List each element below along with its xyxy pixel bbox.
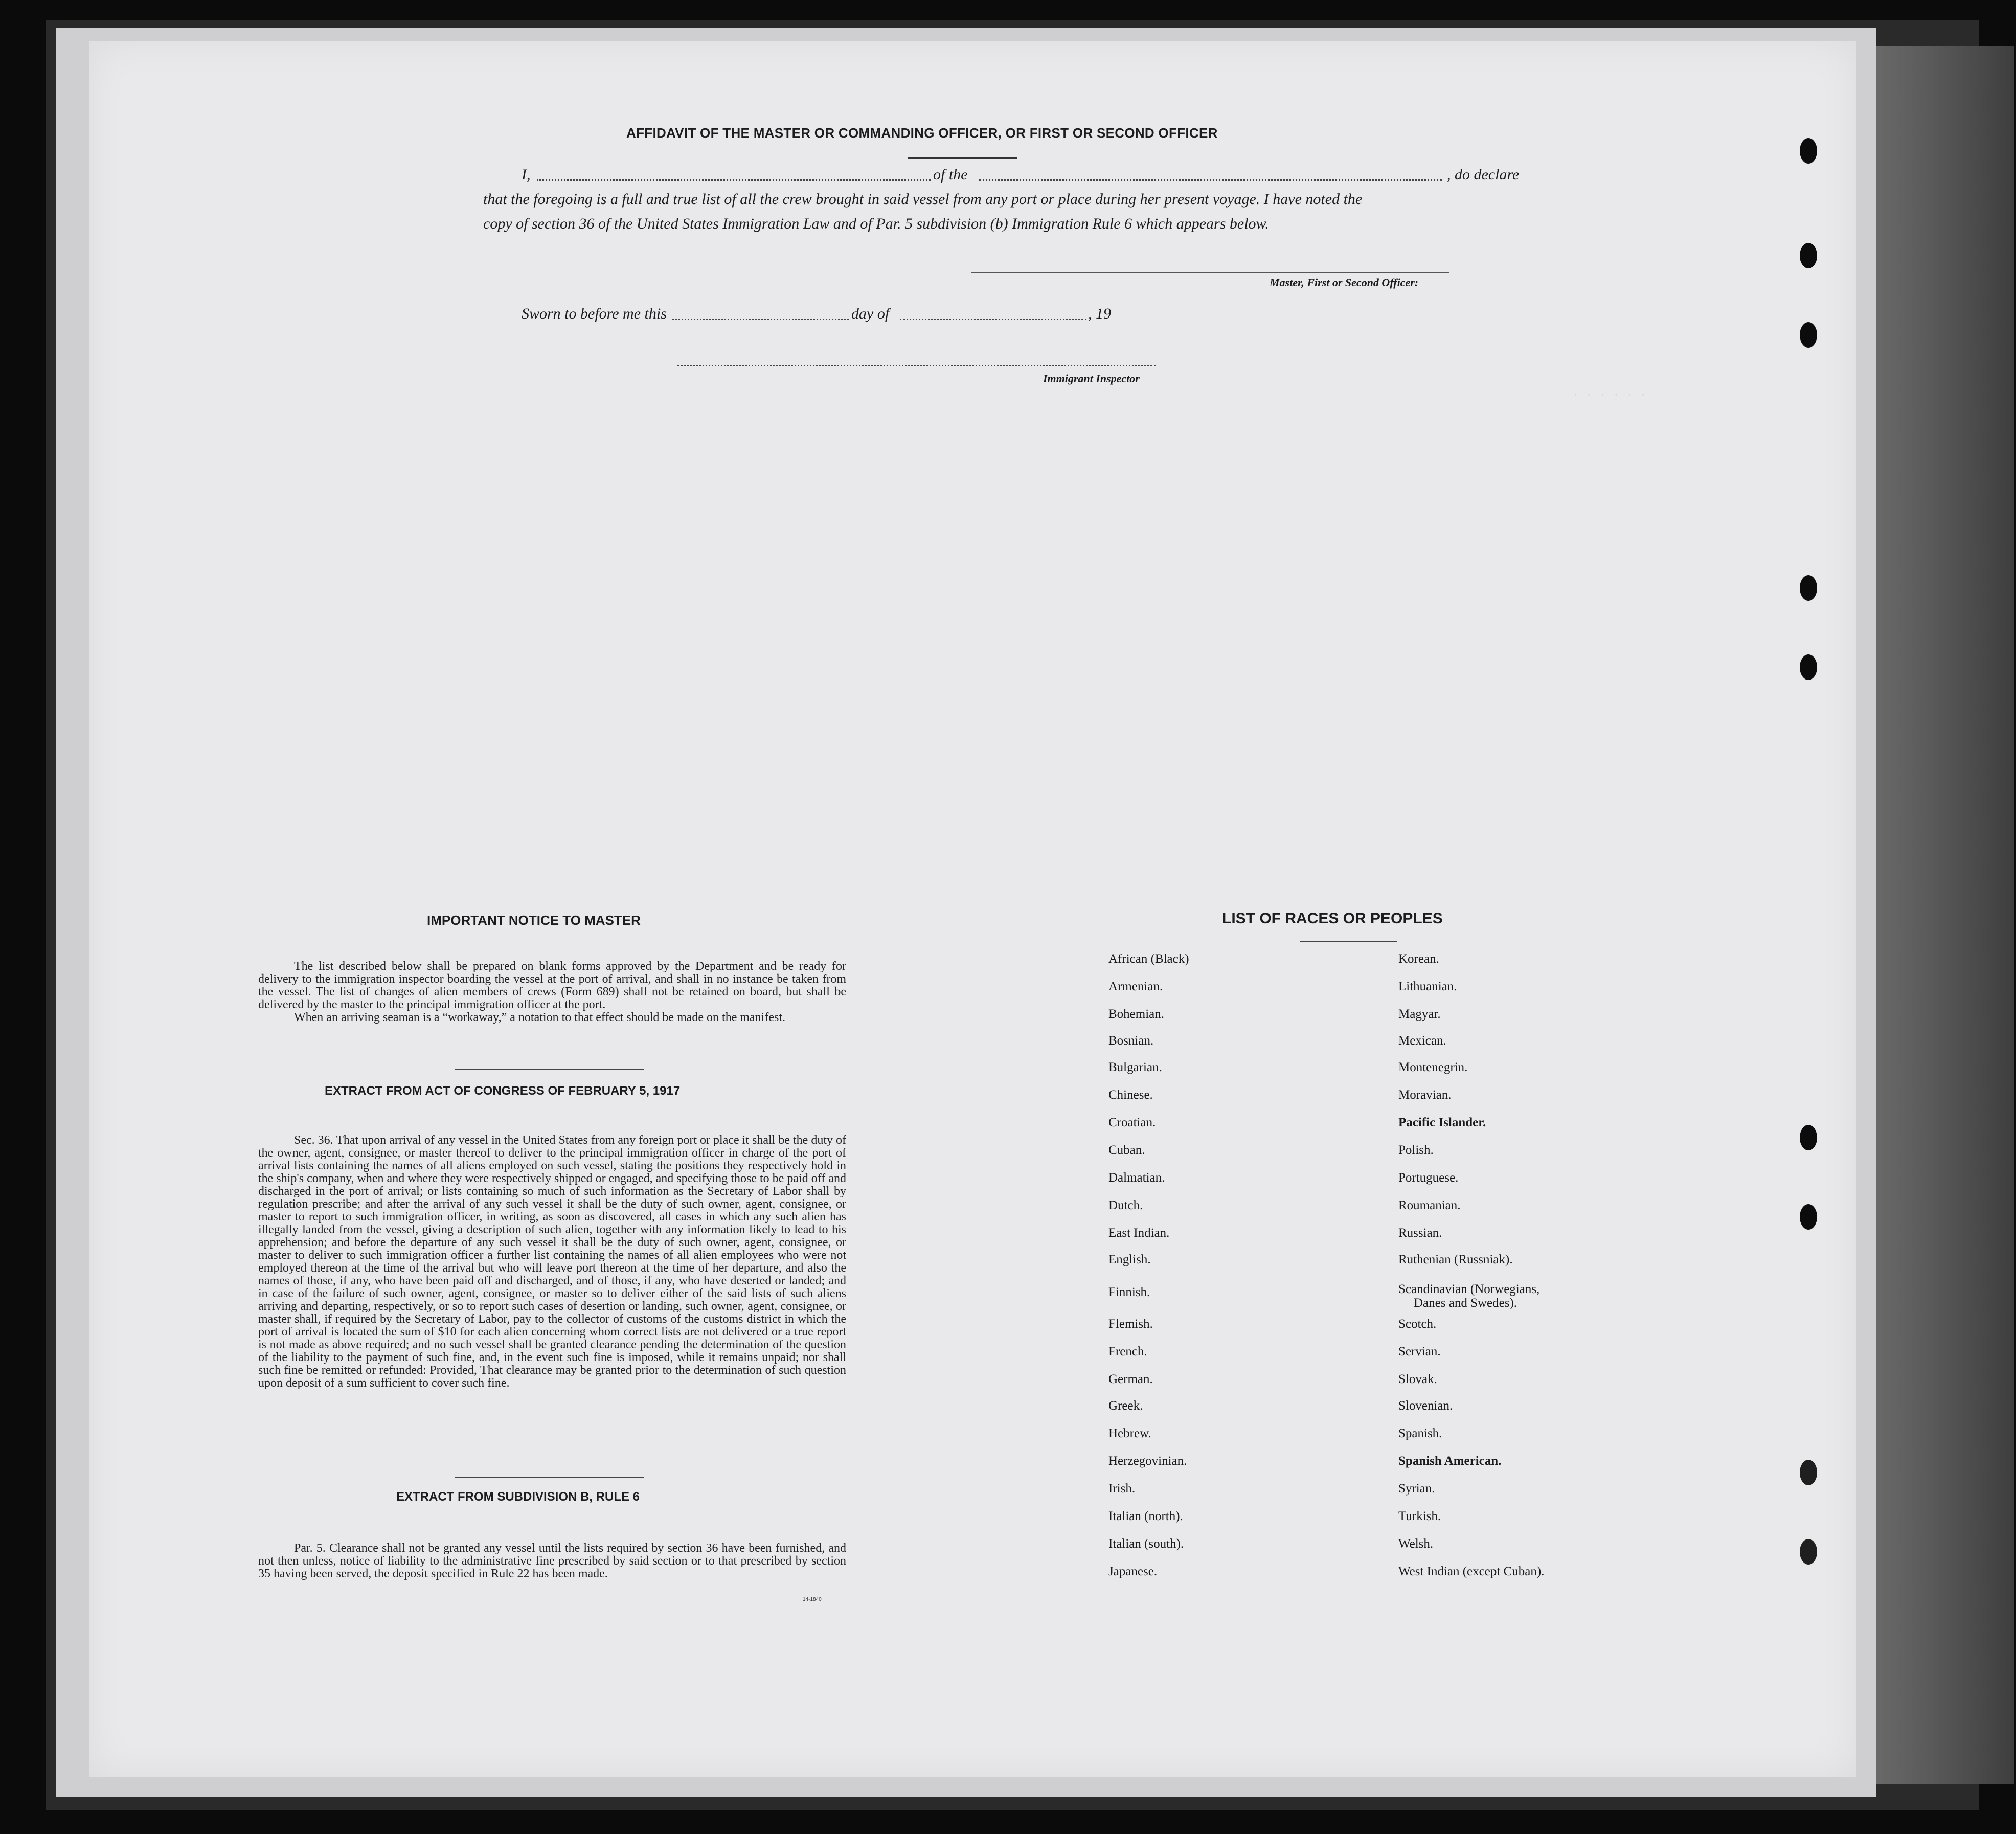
notice-body xyxy=(258,960,846,1024)
declarant-name-field[interactable] xyxy=(537,179,931,181)
race-item: African (Black) xyxy=(1108,952,1189,966)
sworn-line xyxy=(522,305,1135,326)
race-item: Dalmatian. xyxy=(1108,1171,1165,1185)
race-item: Flemish. xyxy=(1108,1317,1153,1331)
section-rule-1 xyxy=(455,1069,644,1070)
race-item: Bosnian. xyxy=(1108,1034,1154,1048)
race-item: East Indian. xyxy=(1108,1226,1170,1240)
race-item: Herzegovinian. xyxy=(1108,1454,1187,1468)
race-item: English. xyxy=(1108,1253,1151,1266)
race-item: Cuban. xyxy=(1108,1143,1145,1157)
notice-paragraph-1: The list described below shall be prepared on blank forms approved by the Department and be ready for delivery to the immigration inspector boarding the vessel at the port of arrival, and shall in no instance be taken from the vessel. The list of changes of alien members of crews (Form 689) shall not be retained on board, but shall be delivered by the master to the principal immigration officer at the port. xyxy=(258,960,846,1011)
declarant-label: I, xyxy=(522,166,531,183)
race-item: Mexican. xyxy=(1398,1034,1446,1048)
race-item: Japanese. xyxy=(1108,1565,1158,1578)
notice-title: IMPORTANT NOTICE TO MASTER xyxy=(427,913,641,928)
form-number: 14-1840 xyxy=(803,1597,822,1602)
race-item: Magyar. xyxy=(1398,1007,1441,1021)
sworn-day-field[interactable] xyxy=(672,319,849,320)
race-item: French. xyxy=(1108,1345,1147,1358)
binder-edge xyxy=(1861,46,2014,1784)
master-signature-label: Master, First or Second Officer: xyxy=(1270,276,1419,289)
race-item: Moravian. xyxy=(1398,1088,1452,1102)
affidavit-line-1 xyxy=(522,166,1539,187)
paragraph-5-text: Par. 5. Clearance shall not be granted any vessel until the lists required by section 36 have been furnished, and not then unless, notice of liability to the administrative fine prescribed by said section or to that prescribed by section 35 having been served, the deposit specified in Rule 22 has been made. xyxy=(258,1542,846,1580)
races-title-rule xyxy=(1300,941,1397,942)
race-item: Montenegrin. xyxy=(1398,1060,1468,1074)
race-item: Ruthenian (Russniak). xyxy=(1398,1253,1513,1266)
race-item: Servian. xyxy=(1398,1345,1441,1358)
race-item: Slovak. xyxy=(1398,1372,1437,1386)
race-item: Armenian. xyxy=(1108,980,1163,993)
race-item: Chinese. xyxy=(1108,1088,1153,1102)
binder-hole xyxy=(1800,1539,1817,1565)
day-of-label: day of xyxy=(851,305,890,322)
race-item: Spanish. xyxy=(1398,1427,1442,1440)
declare-text: , do declare xyxy=(1447,166,1520,183)
race-item: Welsh. xyxy=(1398,1537,1434,1551)
race-item: Scotch. xyxy=(1398,1317,1437,1331)
binder-hole xyxy=(1800,654,1817,680)
race-item: Italian (north). xyxy=(1108,1509,1183,1523)
race-item: Dutch. xyxy=(1108,1198,1143,1212)
binder-hole xyxy=(1800,1125,1817,1150)
section-rule-2 xyxy=(455,1477,644,1478)
extract-act-title: EXTRACT FROM ACT OF CONGRESS OF FEBRUARY 5, 1917 xyxy=(325,1084,681,1098)
race-item: Roumanian. xyxy=(1398,1198,1461,1212)
manifest-page xyxy=(89,41,1856,1777)
race-item: Polish. xyxy=(1398,1143,1434,1157)
binder-hole xyxy=(1800,1204,1817,1230)
race-item: West Indian (except Cuban). xyxy=(1398,1565,1545,1578)
inspector-signature-line[interactable] xyxy=(677,365,1156,366)
race-item: Lithuanian. xyxy=(1398,980,1457,993)
race-item: Bohemian. xyxy=(1108,1007,1165,1021)
race-item: Syrian. xyxy=(1398,1482,1435,1496)
affidavit-line-2: that the foregoing is a full and true list of all the crew brought in said vessel from any port or place during her present voyage. I have noted the xyxy=(483,191,1363,208)
bleed-through: · · · · · · xyxy=(1572,389,1647,401)
master-signature-line[interactable] xyxy=(971,272,1449,273)
title-rule xyxy=(908,157,1017,159)
race-item: Scandinavian (Norwegians, xyxy=(1398,1282,1540,1296)
race-item: Turkish. xyxy=(1398,1509,1441,1523)
extract-rule-title: EXTRACT FROM SUBDIVISION B, RULE 6 xyxy=(396,1490,640,1504)
race-item: Bulgarian. xyxy=(1108,1060,1162,1074)
race-item: Danes and Swedes). xyxy=(1414,1296,1517,1310)
section-36-text: Sec. 36. That upon arrival of any vessel in the United States from any foreign port or place it shall be the duty of the owner, agent, consignee, or master thereof to deliver to the principal immigration officer in charge of the port of arrival lists containing the names of all aliens employed on such vessel, stating the positions they respectively hold in the ship's company, when and where they were respectively shipped or engaged, and specifying those to be paid off and discharged in the port of arrival; or lists containing so much of such information as the Secretary of Labor shall by regulation prescribe; and after the arrival of any such vessel it shall be the duty of such owner, agent, consignee, or master to report to such immigration officer, in writing, as soon as discovered, all cases in which any such alien has illegally landed from the vessel, giving a description of such alien, together with any information likely to lead to his apprehension; and before the departure of any such vessel it shall be the duty of such owner, agent, consignee, or master to deliver to such immigration officer a further list containing the names of all alien employees who were not employed thereon at the time of the arrival but who will leave port thereon at the time of her departure, and also the names of those, if any, who have been paid off and discharged, and of those, if any, who have deserted or landed; and in case of the failure of such owner, agent, consignee, or master so to deliver either of the said lists of such aliens arriving and departing, respectively, or so to report such cases of desertion or landing, such owner, agent, consignee, or master shall, if required by the Secretary of Labor, pay to the collector of customs of the customs district in which the port of arrival is located the sum of $10 for each alien concerning whom correct lists are not delivered or a true report is not made as above required; and no such vessel shall be granted clearance pending the determination of the question of the liability to the payment of such fine, and, in the event such fine is imposed, while it remains unpaid; nor shall such fine be remitted or refunded: Provided, That clearance may be granted prior to the determination of such question upon deposit of a sum sufficient to cover such fine. xyxy=(258,1134,846,1390)
race-item: Slovenian. xyxy=(1398,1399,1453,1413)
vessel-name-field[interactable] xyxy=(979,179,1442,181)
notice-paragraph-2: When an arriving seaman is a “workaway,” a notation to that effect should be made on the manifest. xyxy=(294,1011,785,1024)
year-label: , 19 xyxy=(1088,305,1111,322)
race-item: Italian (south). xyxy=(1108,1537,1184,1551)
races-title: LIST OF RACES OR PEOPLES xyxy=(1222,910,1443,927)
affidavit-line-3: copy of section 36 of the United States Immigration Law and of Par. 5 subdivision (b) Immigration Rule 6 which appears below. xyxy=(483,215,1269,232)
vessel-label: of the xyxy=(933,166,968,183)
binder-hole xyxy=(1800,243,1817,268)
binder-hole xyxy=(1800,138,1817,164)
binder-hole xyxy=(1800,575,1817,601)
binder-hole xyxy=(1800,1460,1817,1485)
affidavit-title: AFFIDAVIT OF THE MASTER OR COMMANDING OFFICER, OR FIRST OR SECOND OFFICER xyxy=(626,125,1218,141)
race-item: Greek. xyxy=(1108,1399,1143,1413)
race-item: Pacific Islander. xyxy=(1398,1116,1486,1129)
sworn-month-field[interactable] xyxy=(900,319,1086,320)
race-item: Finnish. xyxy=(1108,1285,1150,1299)
race-item: Russian. xyxy=(1398,1226,1442,1240)
race-item: Croatian. xyxy=(1108,1116,1156,1129)
race-item: Portuguese. xyxy=(1398,1171,1459,1185)
race-item: German. xyxy=(1108,1372,1153,1386)
sworn-label: Sworn to before me this xyxy=(522,305,667,322)
binder-hole xyxy=(1800,322,1817,348)
race-item: Hebrew. xyxy=(1108,1427,1151,1440)
race-item: Korean. xyxy=(1398,952,1439,966)
inspector-label: Immigrant Inspector xyxy=(1043,372,1140,385)
race-item: Irish. xyxy=(1108,1482,1136,1496)
race-item: Spanish American. xyxy=(1398,1454,1502,1468)
